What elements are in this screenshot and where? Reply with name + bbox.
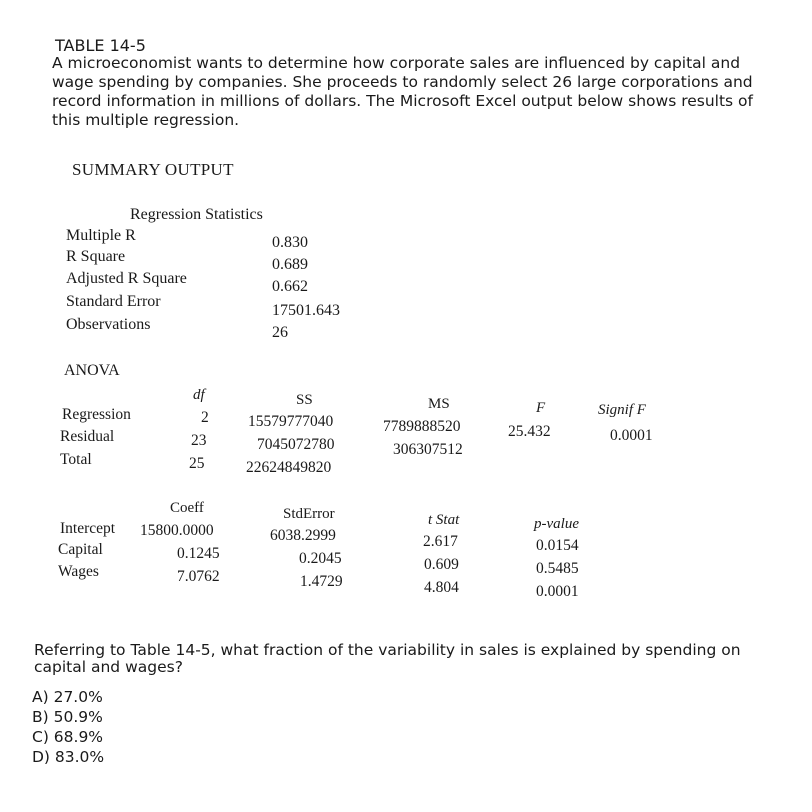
coef-header-stderror: StdError bbox=[283, 506, 335, 522]
question-text: Referring to Table 14-5, what fraction of the variability in sales is explained by spending on capital and wages? bbox=[34, 641, 741, 676]
anova-header-signif: Signif F bbox=[598, 402, 646, 418]
stat-value: 26 bbox=[272, 324, 288, 341]
coef-cell: 0.5485 bbox=[536, 560, 579, 577]
coef-cell: 0.0154 bbox=[536, 537, 579, 554]
option-d[interactable]: D) 83.0% bbox=[32, 748, 105, 766]
regression-statistics-heading: Regression Statistics bbox=[130, 206, 263, 223]
coef-header-pvalue: p-value bbox=[534, 516, 579, 532]
coef-row-label: Capital bbox=[58, 541, 103, 558]
coef-cell: 0.1245 bbox=[177, 545, 220, 562]
coef-cell: 2.617 bbox=[423, 533, 458, 550]
coef-cell: 0.2045 bbox=[299, 550, 342, 567]
anova-title: ANOVA bbox=[64, 362, 120, 379]
coef-header-tstat: t Stat bbox=[428, 512, 460, 528]
anova-cell: 23 bbox=[191, 432, 207, 449]
coef-cell: 1.4729 bbox=[300, 573, 343, 590]
anova-cell: 306307512 bbox=[393, 441, 463, 458]
anova-cell: 15579777040 bbox=[248, 413, 334, 430]
intro-paragraph: A microeconomist wants to determine how corporate sales are influenced by capital and wage spending by companies. She proceeds to randomly select 26 large corporations and record information in millions of dollars. The Microsoft Excel output below shows results of this multiple regression. bbox=[52, 54, 753, 129]
anova-header-df: df bbox=[193, 387, 205, 403]
coef-cell: 6038.2999 bbox=[270, 527, 336, 544]
anova-cell: 25 bbox=[189, 455, 205, 472]
anova-header-f: F bbox=[536, 400, 546, 416]
anova-cell: 7789888520 bbox=[383, 418, 461, 435]
option-a[interactable]: A) 27.0% bbox=[32, 688, 103, 706]
anova-row-label: Residual bbox=[60, 428, 115, 445]
stat-label: Multiple R bbox=[66, 227, 136, 244]
stat-label: R Square bbox=[66, 248, 126, 265]
coef-cell: 7.0762 bbox=[177, 568, 220, 585]
anova-cell: 7045072780 bbox=[257, 436, 335, 453]
stat-label: Adjusted R Square bbox=[66, 270, 187, 287]
anova-row-label: Regression bbox=[62, 406, 131, 423]
anova-cell: 2 bbox=[201, 409, 209, 426]
option-c[interactable]: C) 68.9% bbox=[32, 728, 104, 746]
anova-cell: 22624849820 bbox=[246, 459, 332, 476]
coef-cell: 0.0001 bbox=[536, 583, 579, 600]
anova-cell: 25.432 bbox=[508, 423, 551, 440]
anova-row-label: Total bbox=[60, 451, 92, 468]
coef-header-coeff: Coeff bbox=[170, 500, 204, 516]
coef-row-label: Wages bbox=[58, 563, 99, 580]
anova-cell: 0.0001 bbox=[610, 427, 653, 444]
anova-header-ss: SS bbox=[296, 392, 313, 408]
anova-header-ms: MS bbox=[428, 396, 450, 412]
coef-cell: 15800.0000 bbox=[140, 522, 214, 539]
stat-label: Observations bbox=[66, 316, 151, 333]
coef-row-label: Intercept bbox=[60, 520, 116, 537]
stat-value: 17501.643 bbox=[272, 302, 340, 319]
coef-cell: 4.804 bbox=[424, 579, 459, 596]
summary-output-title: SUMMARY OUTPUT bbox=[72, 160, 234, 179]
table-label: TABLE 14-5 bbox=[55, 36, 146, 55]
stat-value: 0.830 bbox=[272, 234, 308, 251]
stat-value: 0.689 bbox=[272, 256, 308, 273]
stat-label: Standard Error bbox=[66, 293, 161, 310]
stat-value: 0.662 bbox=[272, 278, 308, 295]
option-b[interactable]: B) 50.9% bbox=[32, 708, 103, 726]
coef-cell: 0.609 bbox=[424, 556, 459, 573]
